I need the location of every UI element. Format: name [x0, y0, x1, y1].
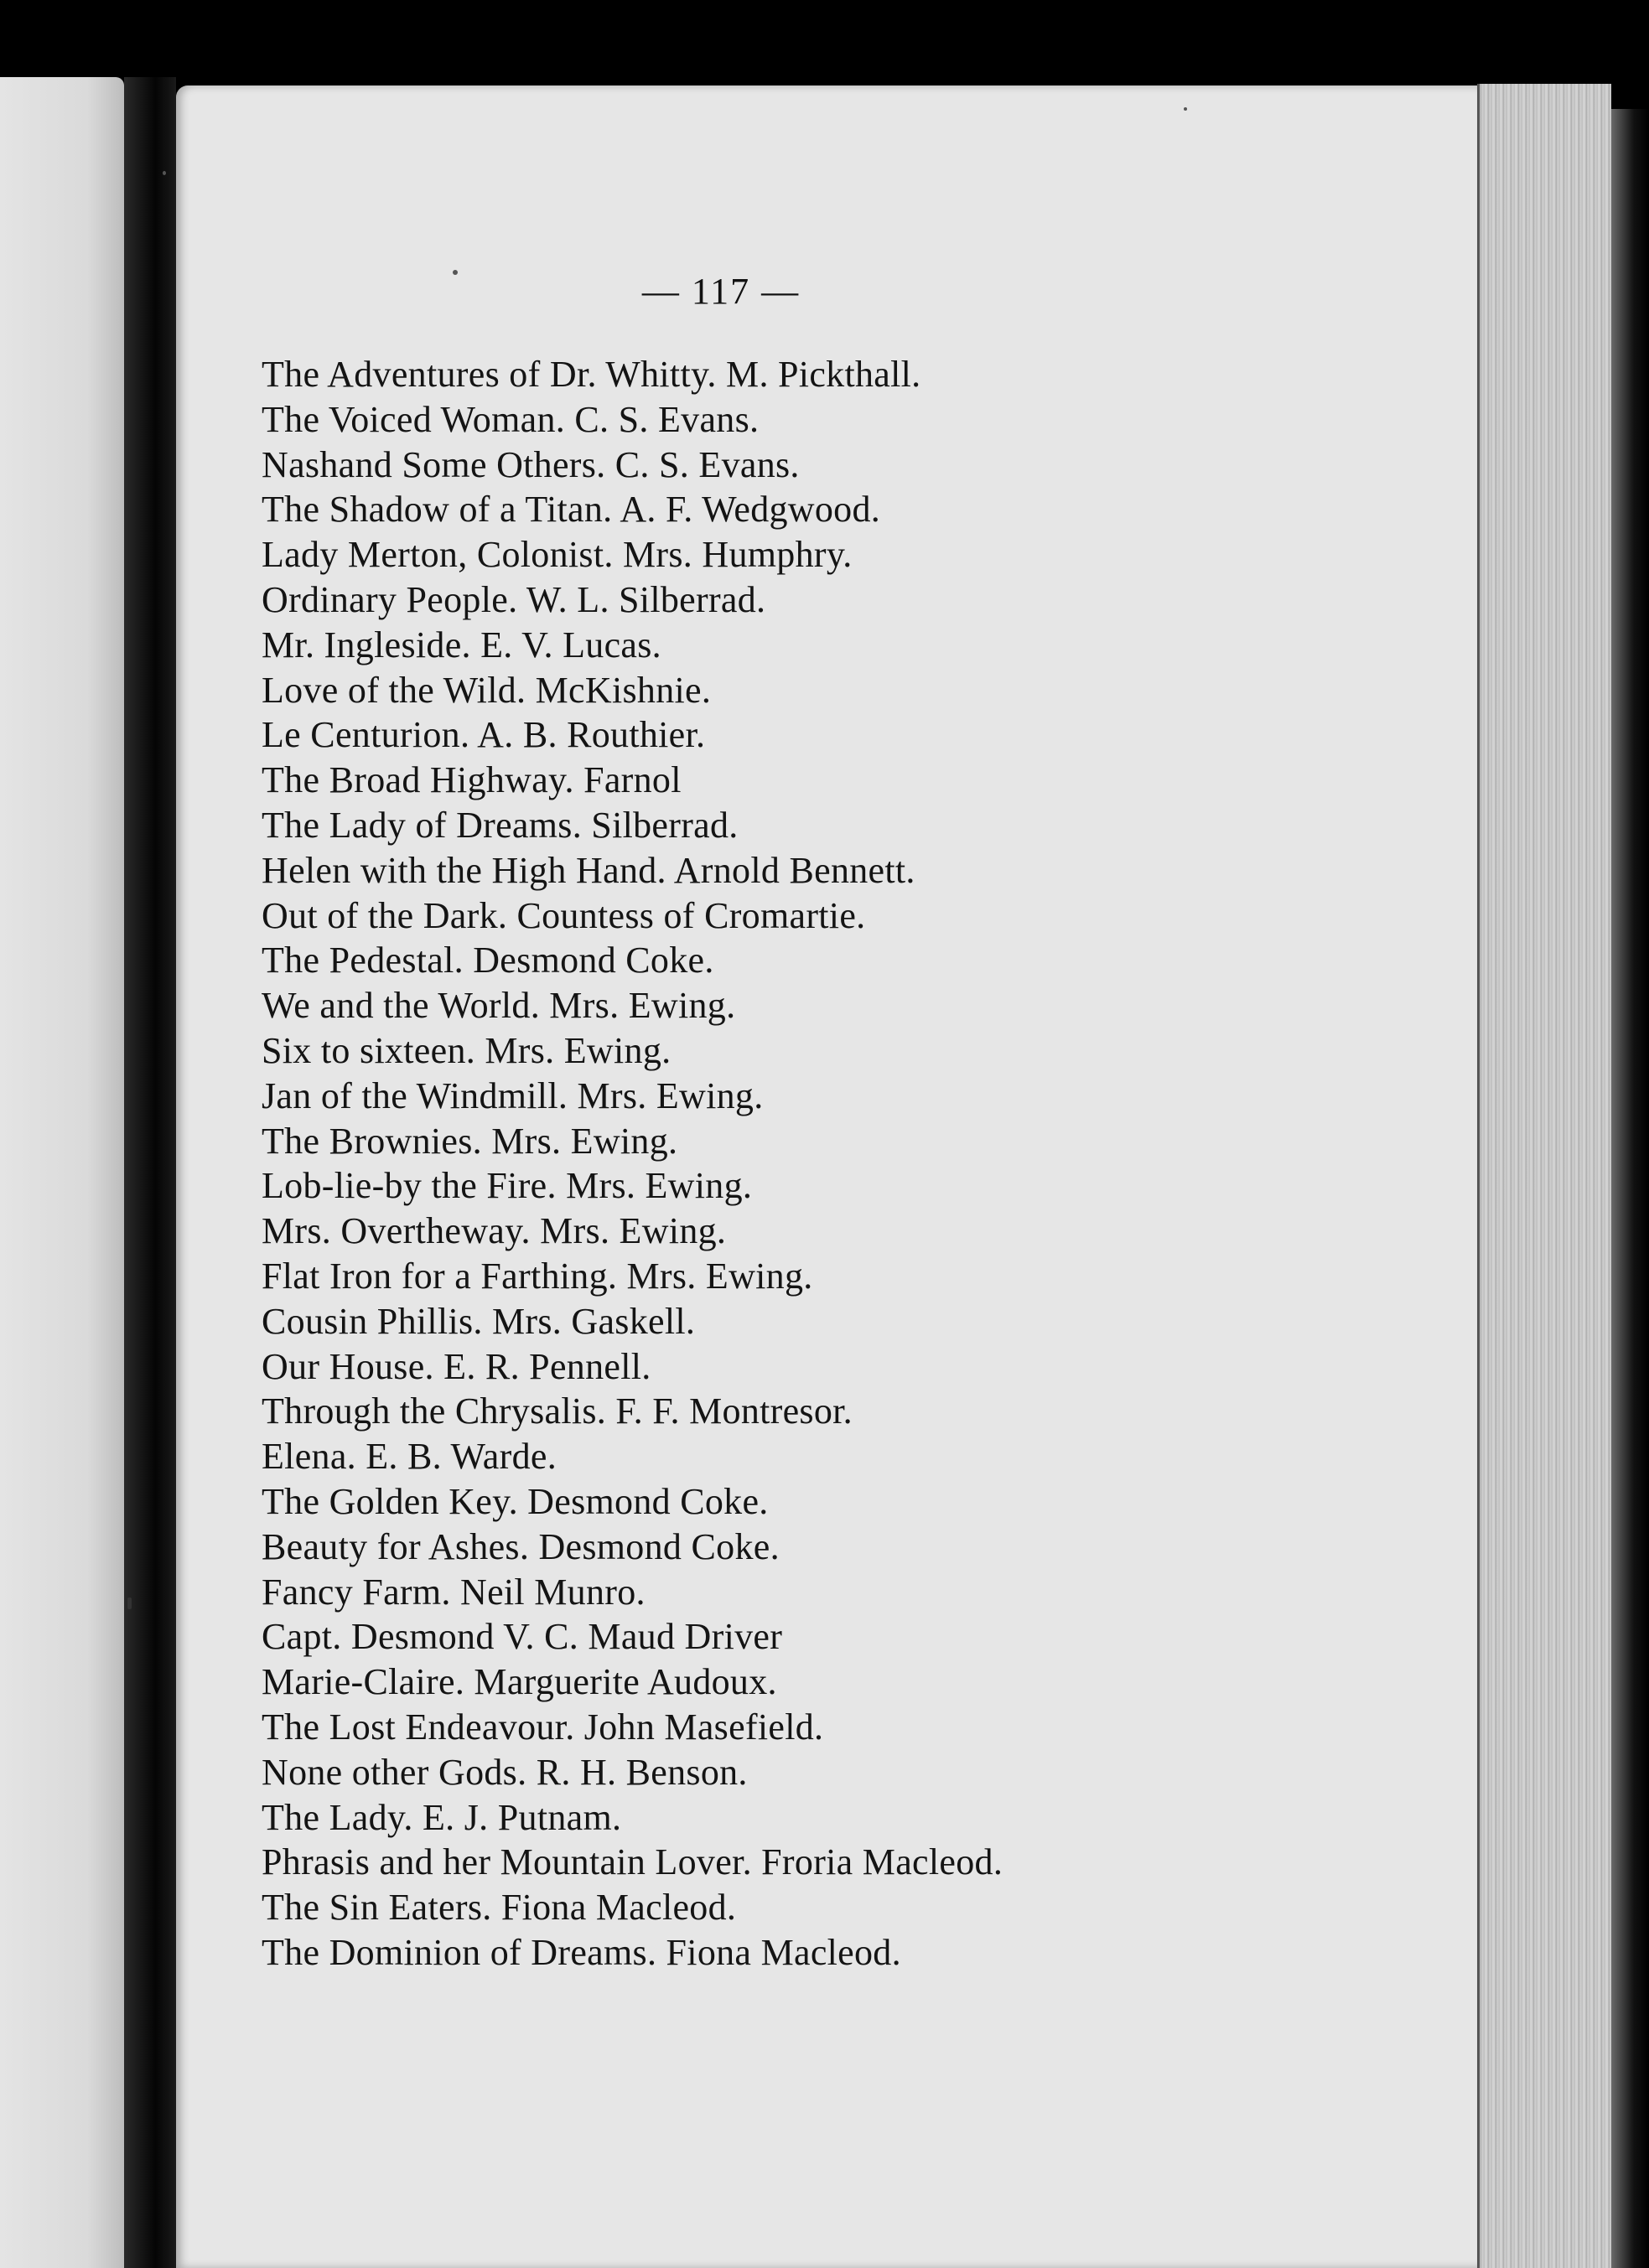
list-item: Phrasis and her Mountain Lover. Froria Macleod. [262, 1841, 1003, 1883]
list-item: Through the Chrysalis. F. F. Montresor. [262, 1390, 853, 1432]
list-item: Elena. E. B. Warde. [262, 1436, 557, 1478]
list-item: Out of the Dark. Countess of Cromartie. [262, 894, 866, 936]
right-background-edge [1611, 109, 1649, 2268]
list-item: The Sin Eaters. Fiona Macleod. [262, 1887, 737, 1929]
list-item: The Lady. E. J. Putnam. [262, 1796, 622, 1838]
list-item: Beauty for Ashes. Desmond Coke. [262, 1525, 780, 1567]
list-item: The Dominion of Dreams. Fiona Macleod. [262, 1931, 901, 1973]
list-item: The Voiced Woman. C. S. Evans. [262, 398, 760, 440]
list-item: None other Gods. R. H. Benson. [262, 1751, 748, 1793]
list-item: Helen with the High Hand. Arnold Bennett. [262, 849, 915, 891]
page-number: — 117 — [641, 271, 801, 312]
list-item: The Lady of Dreams. Silberrad. [262, 804, 739, 846]
left-page-edge [0, 77, 124, 2268]
list-item: The Pedestal. Desmond Coke. [262, 940, 714, 981]
list-item: Nashand Some Others. C. S. Evans. [262, 443, 800, 485]
list-item: Le Centurion. A. B. Routhier. [262, 714, 706, 756]
ink-speck [163, 171, 166, 175]
list-item: Mrs. Overtheway. Mrs. Ewing. [262, 1210, 727, 1252]
list-item: The Lost Endeavour. John Masefield. [262, 1706, 824, 1748]
list-item: Lob-lie-by the Fire. Mrs. Ewing. [262, 1165, 753, 1207]
book-gutter [124, 77, 176, 2268]
ink-speck [1184, 107, 1187, 111]
list-item: The Brownies. Mrs. Ewing. [262, 1120, 678, 1162]
right-page-stack-edges [1477, 84, 1611, 2268]
list-item: The Golden Key. Desmond Coke. [262, 1480, 769, 1522]
list-item: Lady Merton, Colonist. Mrs. Humphry. [262, 534, 853, 576]
list-item: We and the World. Mrs. Ewing. [262, 985, 736, 1027]
list-item: The Shadow of a Titan. A. F. Wedgwood. [262, 489, 881, 531]
list-item: Love of the Wild. McKishnie. [262, 669, 712, 711]
list-item: Six to sixteen. Mrs. Ewing. [262, 1029, 672, 1071]
list-item: The Adventures of Dr. Whitty. M. Pickthall. [262, 354, 921, 395]
ink-speck [453, 270, 458, 275]
list-item: Cousin Phillis. Mrs. Gaskell. [262, 1300, 696, 1342]
ink-speck [127, 1597, 132, 1609]
list-item: Ordinary People. W. L. Silberrad. [262, 578, 766, 620]
list-item: Marie-Claire. Marguerite Audoux. [262, 1661, 777, 1703]
list-item: Capt. Desmond V. C. Maud Driver [262, 1616, 783, 1658]
list-item: The Broad Highway. Farnol [262, 759, 682, 801]
list-item: Jan of the Windmill. Mrs. Ewing. [262, 1074, 764, 1116]
list-item: Fancy Farm. Neil Munro. [262, 1571, 646, 1613]
list-item: Our House. E. R. Pennell. [262, 1345, 651, 1387]
page-edge-line [1477, 84, 1480, 2268]
list-item: Mr. Ingleside. E. V. Lucas. [262, 624, 661, 665]
list-item: Flat Iron for a Farthing. Mrs. Ewing. [262, 1255, 813, 1297]
book-list [262, 352, 1217, 1986]
